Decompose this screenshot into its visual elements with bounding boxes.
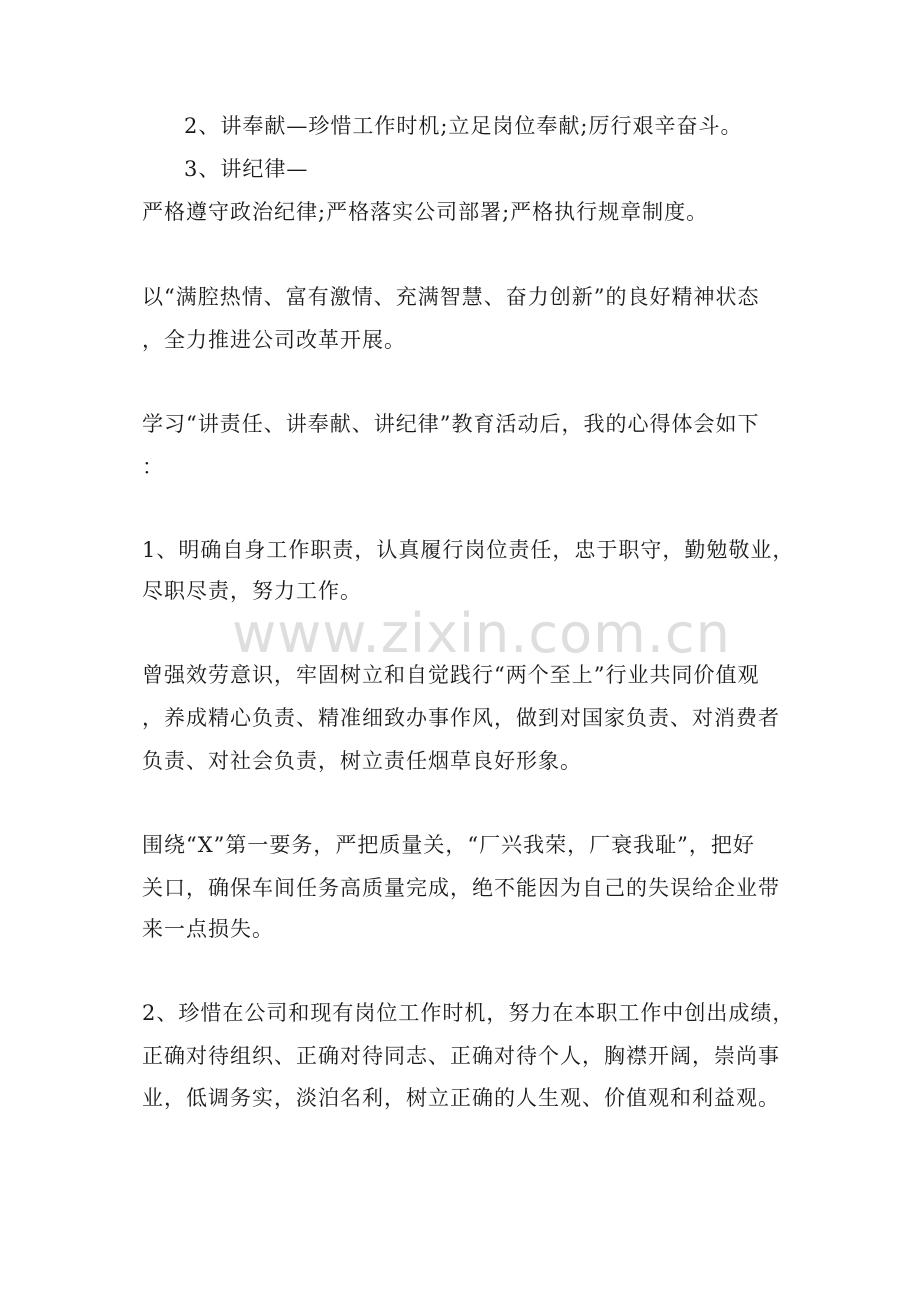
text-line: 2、讲奉献—珍惜工作时机;立足岗位奉献;厉行艰辛奋斗。 bbox=[184, 114, 743, 138]
text-line: 负责、对社会负责，树立责任烟草良好形象。 bbox=[142, 749, 582, 773]
text-line: 3、讲纪律— bbox=[184, 157, 309, 181]
text-line: 曾强效劳意识，牢固树立和自觉践行“两个至上”行业共同价值观 bbox=[142, 663, 760, 687]
text-line: ，全力推进公司改革开展。 bbox=[142, 328, 406, 352]
text-line: 尽职尽责，努力工作。 bbox=[142, 579, 362, 603]
text-line: 以“满腔热情、富有激情、充满智慧、奋力创新”的良好精神状态 bbox=[142, 285, 760, 309]
text-line: 围绕“X”第一要务，严把质量关，“厂兴我荣，厂衰我耻”，把好 bbox=[142, 833, 755, 857]
text-line: 来一点损失。 bbox=[142, 917, 274, 941]
text-line: ： bbox=[142, 455, 164, 479]
text-line: 正确对待组织、正确对待同志、正确对待个人，胸襟开阔，崇尚事 bbox=[142, 1044, 780, 1068]
text-line: 学习“讲责任、讲奉献、讲纪律”教育活动后，我的心得体会如下 bbox=[142, 412, 760, 436]
watermark: www.zixin.com.cn bbox=[232, 602, 731, 665]
text-line: 2、珍惜在公司和现有岗位工作时机，努力在本职工作中创出成绩， bbox=[142, 1001, 795, 1025]
text-line: 关口，确保车间任务高质量完成，绝不能因为自己的失误给企业带 bbox=[142, 876, 780, 900]
text-line: 业，低调务实，淡泊名利，树立正确的人生观、价值观和利益观。 bbox=[142, 1086, 780, 1110]
text-line: ，养成精心负责、精准细致办事作风，做到对国家负责、对消费者 bbox=[142, 706, 780, 730]
text-line: 严格遵守政治纪律;严格落实公司部署;严格执行规章制度。 bbox=[142, 200, 709, 224]
text-line: 1、明确自身工作职责，认真履行岗位责任，忠于职守，勤勉敬业， bbox=[142, 538, 795, 562]
